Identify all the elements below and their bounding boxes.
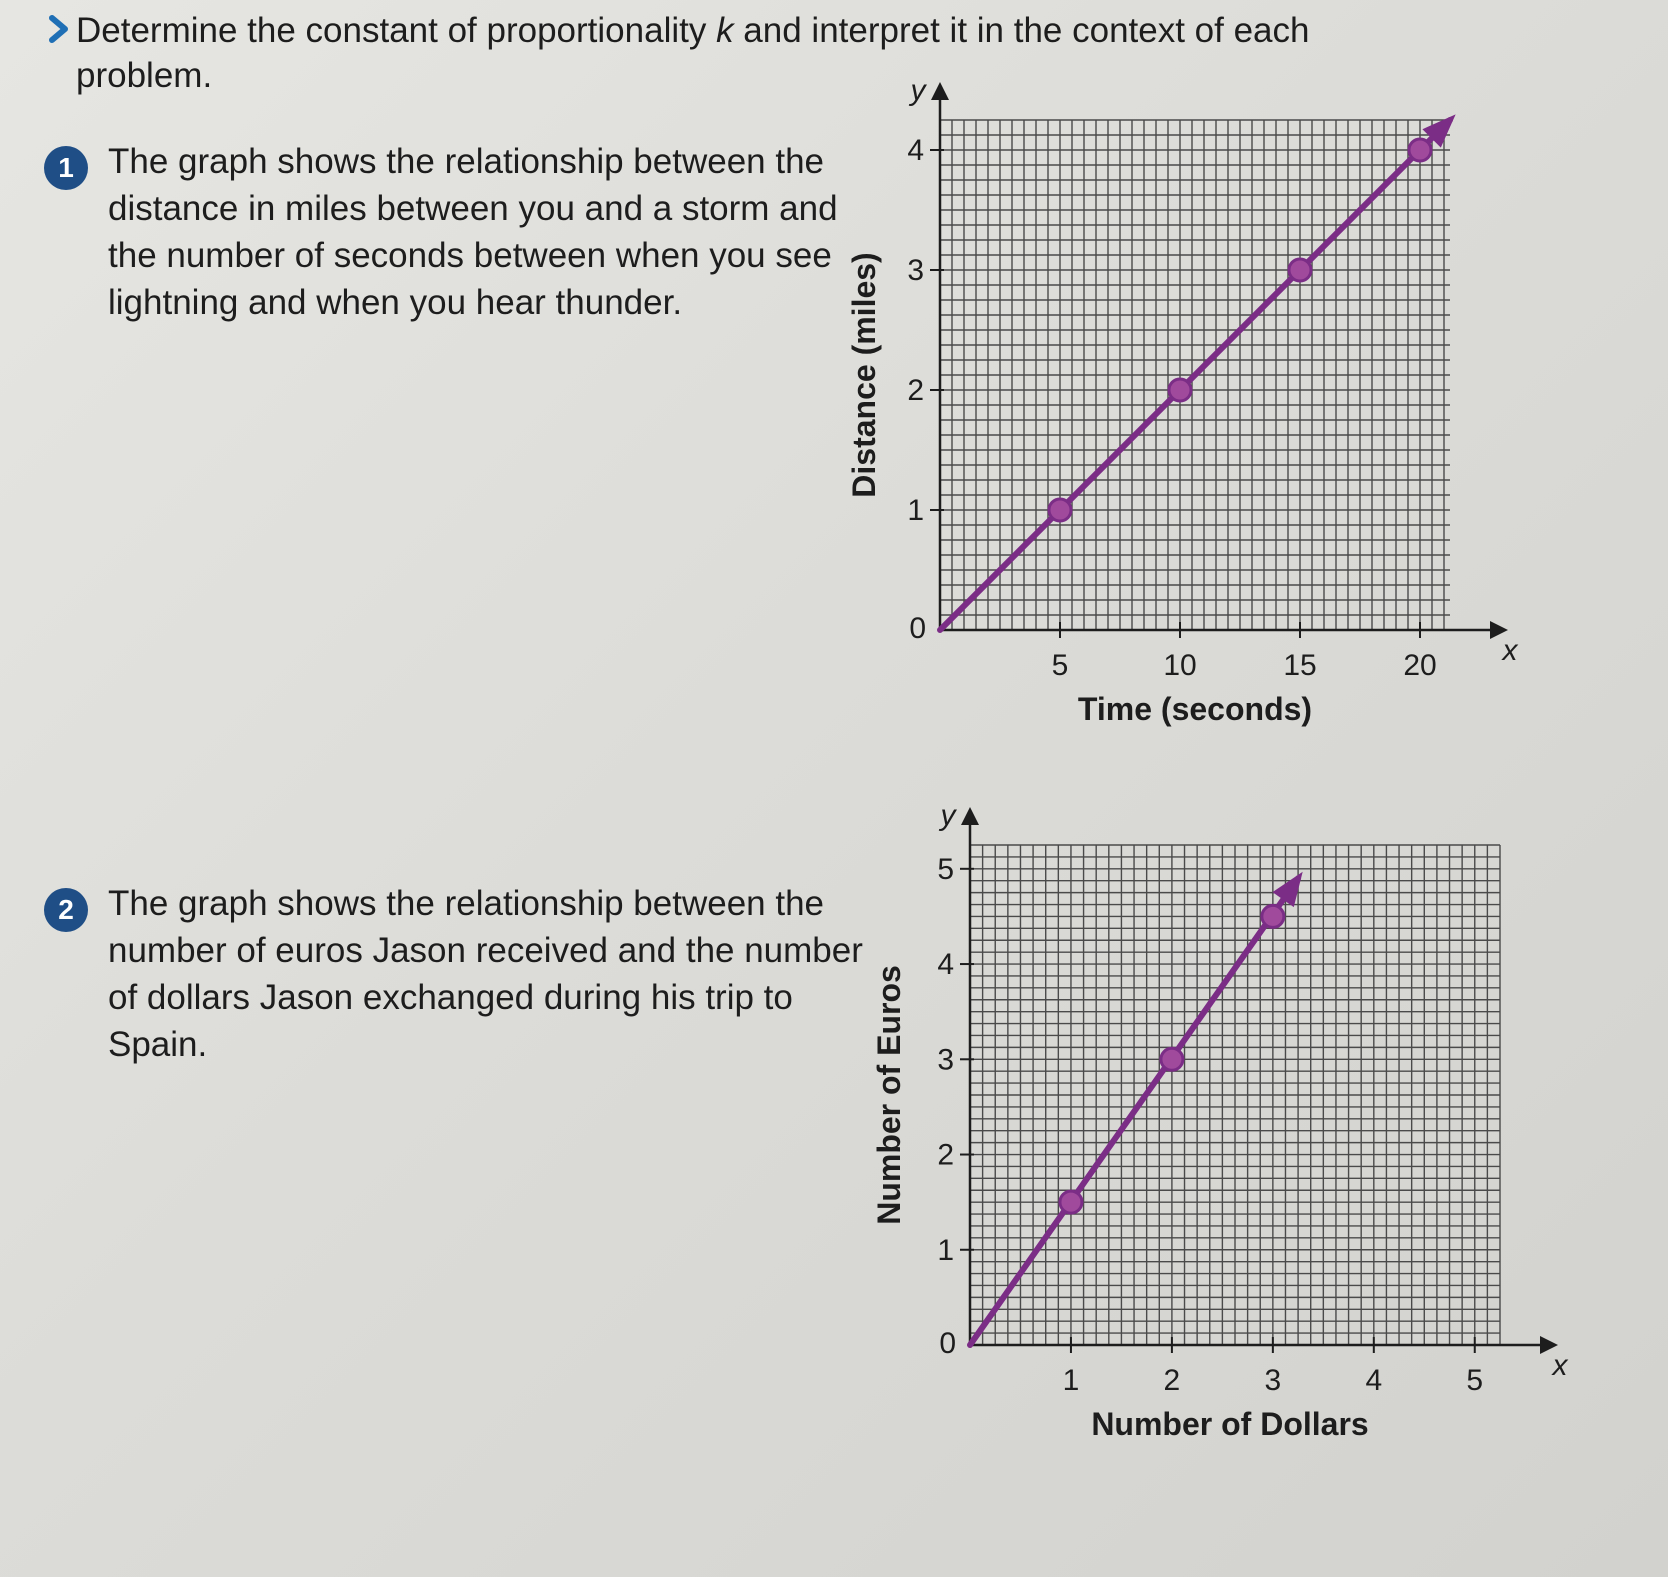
instructions-text bbox=[76, 8, 1446, 98]
problem-1 bbox=[44, 138, 864, 326]
problem-text: The graph shows the relationship between the distance in miles between you and a storm and the number of seconds between when you see lightning and when you hear thunder. bbox=[108, 142, 838, 322]
x-tick-label: 5 bbox=[1051, 649, 1069, 682]
k-variable: k bbox=[716, 11, 734, 50]
data-point bbox=[1049, 499, 1071, 521]
data-point bbox=[1289, 259, 1311, 281]
y-tick-label: 3 bbox=[907, 254, 924, 287]
problem-number-badge: 2 bbox=[44, 888, 88, 932]
x-tick-label: 3 bbox=[1264, 1364, 1282, 1397]
data-point bbox=[1169, 379, 1191, 401]
data-point bbox=[1161, 1048, 1183, 1070]
y-tick-label: 4 bbox=[907, 134, 924, 167]
chevron-right-icon bbox=[46, 14, 72, 44]
y-tick-label: 2 bbox=[937, 1138, 954, 1172]
x-variable-label: x bbox=[1552, 1349, 1568, 1382]
x-tick-label: 1 bbox=[1062, 1364, 1080, 1397]
x-tick-label: 4 bbox=[1365, 1364, 1383, 1397]
x-tick-label: 10 bbox=[1163, 649, 1197, 682]
origin-label: 0 bbox=[909, 612, 926, 645]
x-variable-label: x bbox=[1502, 634, 1518, 667]
x-tick-label: 15 bbox=[1283, 649, 1317, 682]
y-axis-title: Distance (miles) bbox=[846, 252, 882, 498]
instructions-text-end: and interpret it in the context of each problem. bbox=[76, 11, 1310, 95]
data-point bbox=[1060, 1191, 1082, 1213]
euros-dollars-graph bbox=[871, 799, 1620, 1545]
problem-number-badge: 1 bbox=[44, 146, 88, 190]
instructions bbox=[46, 8, 1446, 98]
y-variable-label: y bbox=[940, 799, 956, 832]
x-tick-label: 20 bbox=[1403, 649, 1437, 682]
y-tick-label: 4 bbox=[937, 948, 954, 982]
origin-label: 0 bbox=[939, 1327, 956, 1360]
x-tick-label: 5 bbox=[1466, 1364, 1484, 1397]
x-tick-label: 2 bbox=[1163, 1364, 1181, 1397]
instructions-text-start: Determine the constant of proportionality bbox=[76, 11, 717, 50]
x-axis-title: Number of Dollars bbox=[1091, 1406, 1369, 1442]
data-point bbox=[1262, 905, 1284, 927]
problem-text: The graph shows the relationship between the number of euros Jason received and the number of dollars Jason exchanged during his trip to Spain. bbox=[108, 884, 863, 1064]
y-tick-label: 1 bbox=[937, 1233, 954, 1267]
data-point bbox=[1409, 139, 1431, 161]
y-tick-label: 3 bbox=[937, 1043, 954, 1077]
y-tick-label: 1 bbox=[907, 494, 924, 527]
y-axis-title: Number of Euros bbox=[871, 965, 907, 1225]
y-variable-label: y bbox=[910, 74, 926, 107]
y-tick-label: 5 bbox=[937, 852, 954, 886]
x-axis-title: Time (seconds) bbox=[1077, 691, 1313, 727]
problem-2 bbox=[44, 880, 864, 1068]
y-tick-label: 2 bbox=[907, 374, 924, 407]
distance-time-graph bbox=[846, 74, 1580, 780]
y-axis-arrow-icon bbox=[961, 807, 979, 825]
